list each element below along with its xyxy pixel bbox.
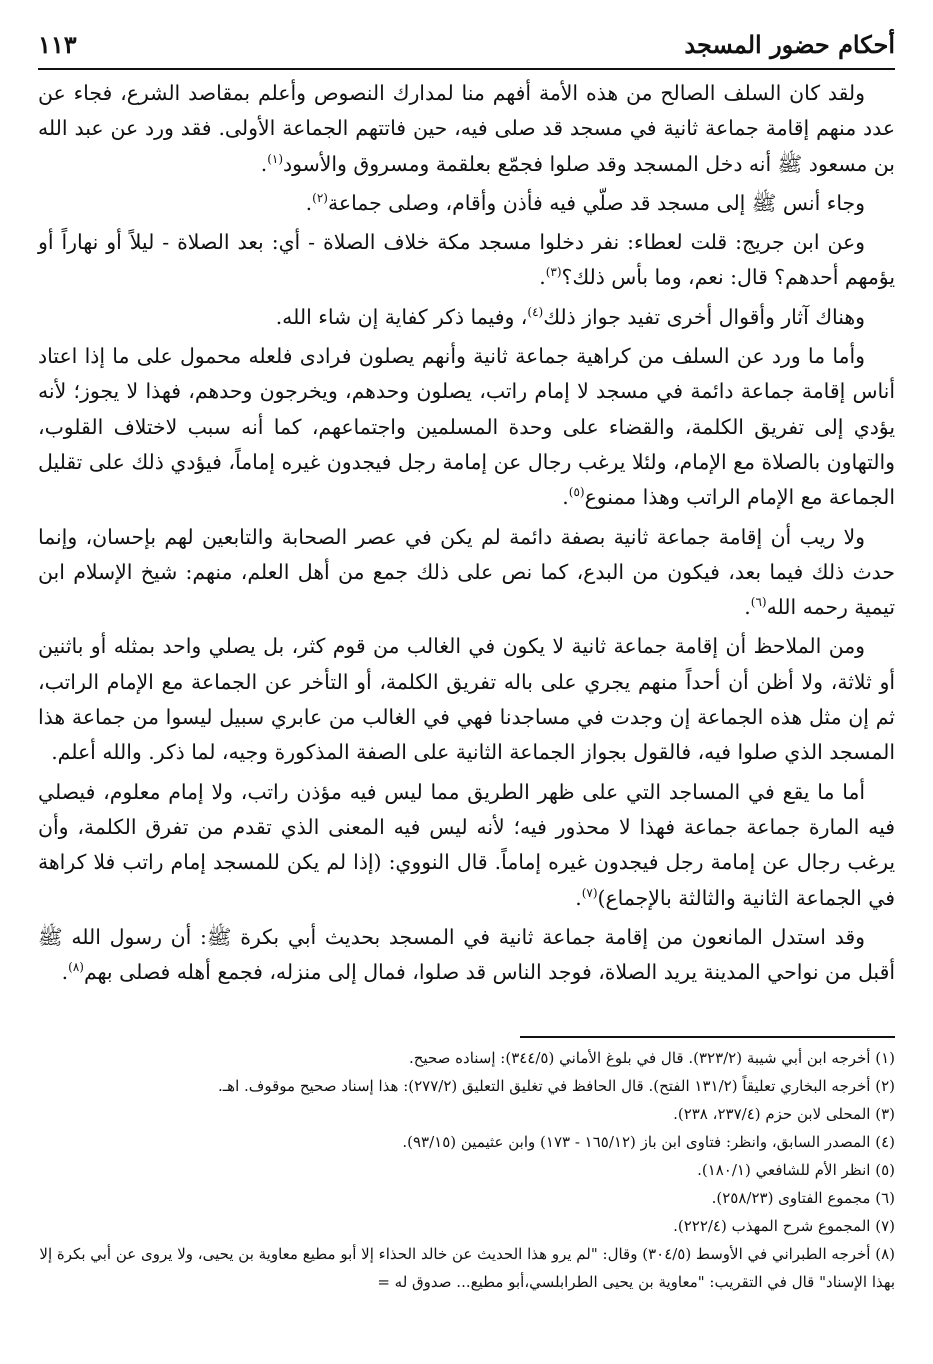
footnote-mark: (٥) (568, 485, 585, 500)
footnote-mark: (٣) (545, 265, 562, 280)
page-number: ١١٣ (38, 30, 77, 59)
footnote: (٧) المجموع شرح المهذب (٢٢٢/٤). (673, 1217, 895, 1235)
paragraph: وجاء أنس ﷺ إلى مسجد قد صلّي فيه فأذن وأقام، وصلى جماعة$^{(٢)}$. (305, 190, 865, 215)
footnote: (٤) المصدر السابق، وانظر: فتاوى ابن باز (١٦٥/١٢ - ١٧٣) وابن عثيمين (٩٣/١٥). (402, 1133, 895, 1151)
footnote-mark: (٧) (581, 885, 598, 900)
footnote: (٨) أخرجه الطبراني في الأوسط (٣٠٤/٥) وقال: "لم يرو هذا الحديث عن خالد الحذاء إلا أبو مطيع معاوية بن يحيى، ولا يروى عن أبي بكرة إلا بهذا الإسناد" قال في التقريب: "معاوية بن يحيى الطرابلسي،أبو مطيع... صدوق له = (39, 1245, 895, 1291)
running-header (38, 28, 895, 70)
footnote: (٦) مجموع الفتاوى (٢٥٨/٢٣). (711, 1189, 895, 1207)
footnote: (٢) أخرجه البخاري تعليقاً (١٣١/٢ الفتح). قال الحافظ في تغليق التعليق (٢٧٧/٢): هذا إسناد صحيح موقوف. اهـ. (218, 1077, 895, 1095)
footnote: (٥) انظر الأم للشافعي (١٨٠/١). (697, 1161, 895, 1179)
paragraph: وأما ما ورد عن السلف من كراهية جماعة ثانية وأنهم يصلون فرادى فلعله محمول على ما إذا اعتاد أناس إقامة جماعة دائمة في مسجد لا إمام راتب، يصلون وحدهم، ويخرجون وحدهم، فهذا لا يجوز؛ لأنه يؤدي إلى تفريق الكلمة، والقضاء على وحدة المسلمين واجتماعهم، كما أنه سبب لاختلاف القلوب، والتهاون بالصلاة مع الإمام، ولئلا يرغب رجال عن إمامة رجل فيجدون غيره إماماً، فيؤدي ذلك على تقليل الجماعة مع الإمام الراتب وهذا ممنوع$^{(٥)}$. (38, 344, 895, 510)
footnote-mark: (٢) (312, 191, 328, 206)
footnote-mark: (٨) (68, 960, 84, 975)
footnotes (38, 1044, 895, 1296)
footnote-mark: (٦) (750, 595, 767, 610)
footnote: (١) أخرجه ابن أبي شيبة (٣٢٣/٢). قال في بلوغ الأماني (٣٤٤/٥): إسناده صحيح. (408, 1049, 895, 1067)
paragraph: ومن الملاحظ أن إقامة جماعة ثانية لا يكون في الغالب من قوم كثر، بل يصلي واحد بمثله أو باثنين أو ثلاثة، ولا أظن أن أحداً منهم يجري على باله تفريق الكلمة، أو التأخر عن الجماعة مع الإمام الراتب، ثم إن مثل هذه الجماعة إن وجدت في مساجدنا فهي في الغالب من عابري سبيل ليسوا من جماعة هذا المسجد الذي صلوا فيه، فالقول بجواز الجماعة الثانية على الصفة المذكورة وجيه، لما ذكر. والله أعلم. (38, 634, 895, 765)
paragraph: أما ما يقع في المساجد التي على ظهر الطريق مما ليس فيه مؤذن راتب، ولا إمام معلوم، فيصلي فيه المارة جماعة جماعة فهذا لا محذور فيه؛ لأنه ليس فيه المعنى الذي تقدم من تفرق الكلمة، وأن يرغب رجال عن إمامة رجل فيجدون غيره إماماً. قال النووي: (إذا لم يكن للمسجد إمام راتب فلا كراهة في الجماعة الثانية والثالثة بالإجماع)$^{(٧)}$. (38, 779, 895, 910)
main-text (38, 76, 895, 994)
paragraph: وقد استدل المانعون من إقامة جماعة ثانية في المسجد بحديث أبي بكرة ﷺ: أن رسول الله ﷺ أقبل من نواحي المدينة يريد الصلاة، فوجد الناس قد صلوا، فمال إلى منزله، فجمع أهله فصلى بهم$^{(٨)}$. (38, 924, 895, 985)
footnote: (٣) المحلى لابن حزم (٢٣٧/٤، ٢٣٨). (673, 1105, 895, 1123)
paragraph: وعن ابن جريج: قلت لعطاء: نفر دخلوا مسجد مكة خلاف الصلاة - أي: بعد الصلاة - ليلاً أو نهاراً أو يؤمهم أحدهم؟ قال: نعم، وما بأس ذلك؟$^{(٣)}$. (38, 230, 895, 290)
paragraph: وهناك آثار وأقوال أخرى تفيد جواز ذلك$^{(٤)}$، وفيما ذكر كفاية إن شاء الله. (275, 304, 865, 329)
chapter-title: أحكام حضور المسجد (684, 30, 895, 59)
footnote-mark: (٤) (527, 304, 544, 319)
footnote-divider (520, 1036, 895, 1038)
footnote-mark: (١) (267, 151, 284, 166)
paragraph: ولا ريب أن إقامة جماعة ثانية بصفة دائمة لم يكن في عصر الصحابة والتابعين لهم بإحسان، وإنما حدث ذلك فيما بعد، فيكون من البدع، كما نص على ذلك جمع من أهل العلم، منهم: شيخ الإسلام ابن تيمية رحمه الله$^{(٦)}$. (38, 524, 895, 620)
paragraph: ولقد كان السلف الصالح من هذه الأمة أفهم منا لمدارك النصوص وأعلم بمقاصد الشرع، فجاء عن عدد منهم إقامة جماعة ثانية في مسجد قد صلى فيه، حين فاتتهم الجماعة الأولى. فقد ورد عن عبد الله بن مسعود ﷺ أنه دخل المسجد وقد صلوا فجمّع بعلقمة ومسروق والأسود$^{(١)}$. (38, 81, 895, 176)
